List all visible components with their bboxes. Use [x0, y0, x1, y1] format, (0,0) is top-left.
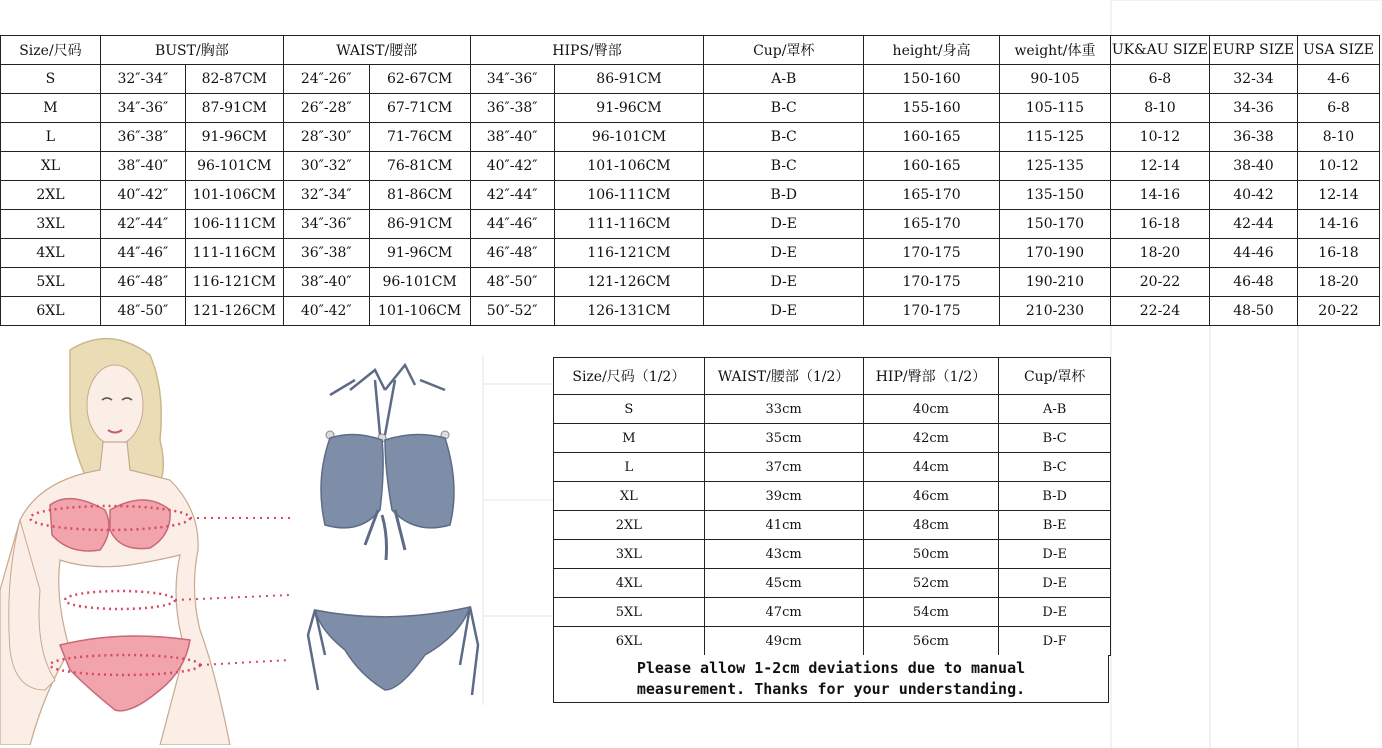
note-line-1: Please allow 1-2cm deviations due to manual — [636, 659, 1026, 677]
cell-bust-in: 40″-42″ — [100, 181, 185, 210]
cell-usa: 18-20 — [1297, 268, 1379, 297]
cell-usa: 12-14 — [1297, 181, 1379, 210]
half-cell-waist: 47cm — [704, 598, 863, 627]
half-size-row — [554, 511, 1111, 540]
cell-bust-cm: 82-87CM — [185, 65, 283, 94]
cell-weight: 150-170 — [1000, 210, 1111, 239]
cell-cup: D-E — [704, 268, 864, 297]
half-header-cup: Cup/罩杯 — [999, 358, 1111, 395]
cell-bust-in: 42″-44″ — [100, 210, 185, 239]
cell-cup: B-C — [704, 94, 864, 123]
cell-cup: D-E — [704, 297, 864, 326]
cell-height: 170-175 — [864, 297, 1000, 326]
half-size-row — [554, 627, 1111, 656]
cell-cup: B-C — [704, 123, 864, 152]
cell-bust-cm: 121-126CM — [185, 297, 283, 326]
half-size-header-row — [554, 358, 1111, 395]
half-cell-hip: 48cm — [863, 511, 999, 540]
cell-weight: 115-125 — [1000, 123, 1111, 152]
cell-cup: D-E — [704, 210, 864, 239]
half-size-row — [554, 540, 1111, 569]
cell-ukau: 14-16 — [1110, 181, 1209, 210]
cell-eurp: 44-46 — [1209, 239, 1297, 268]
cell-hips-cm: 106-111CM — [554, 181, 704, 210]
cell-ukau: 16-18 — [1110, 210, 1209, 239]
half-cell-waist: 43cm — [704, 540, 863, 569]
cell-waist-cm: 86-91CM — [369, 210, 470, 239]
cell-height: 170-175 — [864, 268, 1000, 297]
half-cell-cup: D-E — [999, 569, 1111, 598]
half-cell-cup: D-E — [999, 540, 1111, 569]
half-cell-size: XL — [554, 482, 705, 511]
cell-bust-cm: 106-111CM — [185, 210, 283, 239]
bikini-bottom-photo — [300, 595, 485, 705]
cell-hips-cm: 111-116CM — [554, 210, 704, 239]
cell-size: 3XL — [1, 210, 101, 239]
half-size-row — [554, 453, 1111, 482]
half-cell-waist: 37cm — [704, 453, 863, 482]
cell-usa: 6-8 — [1297, 94, 1379, 123]
cell-weight: 210-230 — [1000, 297, 1111, 326]
half-cell-hip: 42cm — [863, 424, 999, 453]
half-cell-cup: B-E — [999, 511, 1111, 540]
cell-eurp: 42-44 — [1209, 210, 1297, 239]
cell-bust-in: 32″-34″ — [100, 65, 185, 94]
cell-waist-in: 30″-32″ — [283, 152, 369, 181]
cell-ukau: 22-24 — [1110, 297, 1209, 326]
cell-eurp: 34-36 — [1209, 94, 1297, 123]
bikini-top-photo — [300, 360, 480, 565]
half-cell-size: 2XL — [554, 511, 705, 540]
note-line-2: measurement. Thanks for your understanding. — [636, 680, 1026, 698]
cell-size: L — [1, 123, 101, 152]
cell-eurp: 36-38 — [1209, 123, 1297, 152]
cell-height: 160-165 — [864, 152, 1000, 181]
bikini-bottom-shape — [315, 607, 470, 690]
cell-ukau: 18-20 — [1110, 239, 1209, 268]
cell-hips-in: 34″-36″ — [470, 65, 554, 94]
cell-hips-cm: 101-106CM — [554, 152, 704, 181]
cell-height: 150-160 — [864, 65, 1000, 94]
half-size-row — [554, 598, 1111, 627]
cell-hips-in: 36″-38″ — [470, 94, 554, 123]
cell-ukau: 12-14 — [1110, 152, 1209, 181]
size-row — [1, 123, 1380, 152]
cell-waist-cm: 71-76CM — [369, 123, 470, 152]
half-cell-hip: 46cm — [863, 482, 999, 511]
cell-size: M — [1, 94, 101, 123]
cell-hips-cm: 126-131CM — [554, 297, 704, 326]
cell-eurp: 46-48 — [1209, 268, 1297, 297]
half-cell-waist: 41cm — [704, 511, 863, 540]
cell-waist-in: 24″-26″ — [283, 65, 369, 94]
cell-height: 165-170 — [864, 210, 1000, 239]
cell-eurp: 38-40 — [1209, 152, 1297, 181]
cell-weight: 125-135 — [1000, 152, 1111, 181]
cell-hips-cm: 86-91CM — [554, 65, 704, 94]
measurement-deviation-note — [553, 655, 1109, 703]
half-cell-size: 4XL — [554, 569, 705, 598]
header-bust: BUST/胸部 — [100, 36, 283, 65]
cell-hips-in: 38″-40″ — [470, 123, 554, 152]
cell-bust-cm: 116-121CM — [185, 268, 283, 297]
half-cell-cup: D-F — [999, 627, 1111, 656]
half-header-hip: HIP/臀部（1/2） — [863, 358, 999, 395]
size-row — [1, 94, 1380, 123]
half-cell-waist: 35cm — [704, 424, 863, 453]
cell-size: S — [1, 65, 101, 94]
cell-weight: 105-115 — [1000, 94, 1111, 123]
size-row — [1, 65, 1380, 94]
cell-eurp: 48-50 — [1209, 297, 1297, 326]
cell-ukau: 10-12 — [1110, 123, 1209, 152]
half-cell-cup: B-C — [999, 453, 1111, 482]
half-cell-hip: 44cm — [863, 453, 999, 482]
cell-hips-cm: 96-101CM — [554, 123, 704, 152]
cell-waist-in: 28″-30″ — [283, 123, 369, 152]
size-row — [1, 239, 1380, 268]
header-usa-size: USA SIZE — [1297, 36, 1379, 65]
cell-bust-in: 48″-50″ — [100, 297, 185, 326]
size-row — [1, 181, 1380, 210]
cell-usa: 20-22 — [1297, 297, 1379, 326]
cell-ukau: 8-10 — [1110, 94, 1209, 123]
cell-waist-in: 26″-28″ — [283, 94, 369, 123]
header-cup: Cup/罩杯 — [704, 36, 864, 65]
cell-cup: B-D — [704, 181, 864, 210]
cell-hips-in: 48″-50″ — [470, 268, 554, 297]
half-cell-waist: 39cm — [704, 482, 863, 511]
half-cell-size: 5XL — [554, 598, 705, 627]
half-cell-hip: 56cm — [863, 627, 999, 656]
size-row — [1, 210, 1380, 239]
cell-waist-cm: 101-106CM — [369, 297, 470, 326]
cell-height: 155-160 — [864, 94, 1000, 123]
cell-waist-in: 32″-34″ — [283, 181, 369, 210]
half-header-size: Size/尺码（1/2） — [554, 358, 705, 395]
half-cell-hip: 40cm — [863, 395, 999, 424]
cell-cup: D-E — [704, 239, 864, 268]
header-weight: weight/体重 — [1000, 36, 1111, 65]
header-eurp-size: EURP SIZE — [1209, 36, 1297, 65]
cell-weight: 135-150 — [1000, 181, 1111, 210]
cell-eurp: 32-34 — [1209, 65, 1297, 94]
header-waist: WAIST/腰部 — [283, 36, 470, 65]
cell-cup: A-B — [704, 65, 864, 94]
cell-waist-cm: 81-86CM — [369, 181, 470, 210]
half-cell-cup: A-B — [999, 395, 1111, 424]
half-size-row — [554, 395, 1111, 424]
cell-usa: 16-18 — [1297, 239, 1379, 268]
half-cell-size: 3XL — [554, 540, 705, 569]
cell-bust-cm: 91-96CM — [185, 123, 283, 152]
half-size-row — [554, 569, 1111, 598]
cell-hips-in: 46″-48″ — [470, 239, 554, 268]
cell-size: XL — [1, 152, 101, 181]
cell-waist-cm: 91-96CM — [369, 239, 470, 268]
size-row — [1, 297, 1380, 326]
half-cell-cup: B-D — [999, 482, 1111, 511]
header-height: height/身高 — [864, 36, 1000, 65]
bikini-top-left-cup — [321, 434, 383, 527]
cell-bust-cm: 101-106CM — [185, 181, 283, 210]
cell-usa: 14-16 — [1297, 210, 1379, 239]
half-cell-hip: 50cm — [863, 540, 999, 569]
cell-size: 6XL — [1, 297, 101, 326]
cell-waist-cm: 76-81CM — [369, 152, 470, 181]
half-cell-cup: B-C — [999, 424, 1111, 453]
half-header-waist: WAIST/腰部（1/2） — [704, 358, 863, 395]
size-chart-header-row — [1, 36, 1380, 65]
cell-bust-cm: 96-101CM — [185, 152, 283, 181]
size-row — [1, 152, 1380, 181]
cell-height: 165-170 — [864, 181, 1000, 210]
half-cell-size: 6XL — [554, 627, 705, 656]
half-cell-hip: 52cm — [863, 569, 999, 598]
cell-waist-cm: 67-71CM — [369, 94, 470, 123]
size-chart-table — [0, 35, 1380, 326]
cell-bust-in: 44″-46″ — [100, 239, 185, 268]
half-cell-size: L — [554, 453, 705, 482]
cell-waist-in: 40″-42″ — [283, 297, 369, 326]
cell-hips-in: 50″-52″ — [470, 297, 554, 326]
half-cell-size: S — [554, 395, 705, 424]
half-cell-size: M — [554, 424, 705, 453]
header-hips: HIPS/臀部 — [470, 36, 704, 65]
cell-cup: B-C — [704, 152, 864, 181]
cell-hips-in: 44″-46″ — [470, 210, 554, 239]
cell-waist-in: 38″-40″ — [283, 268, 369, 297]
cell-eurp: 40-42 — [1209, 181, 1297, 210]
cell-hips-cm: 91-96CM — [554, 94, 704, 123]
cell-weight: 170-190 — [1000, 239, 1111, 268]
cell-hips-cm: 121-126CM — [554, 268, 704, 297]
cell-usa: 4-6 — [1297, 65, 1379, 94]
cell-size: 5XL — [1, 268, 101, 297]
cell-bust-cm: 111-116CM — [185, 239, 283, 268]
half-size-row — [554, 482, 1111, 511]
half-cell-hip: 54cm — [863, 598, 999, 627]
cell-usa: 8-10 — [1297, 123, 1379, 152]
size-row — [1, 268, 1380, 297]
cell-ukau: 20-22 — [1110, 268, 1209, 297]
half-size-row — [554, 424, 1111, 453]
cell-height: 160-165 — [864, 123, 1000, 152]
cell-bust-in: 36″-38″ — [100, 123, 185, 152]
cell-size: 2XL — [1, 181, 101, 210]
half-cell-waist: 49cm — [704, 627, 863, 656]
half-cell-waist: 33cm — [704, 395, 863, 424]
cell-bust-in: 38″-40″ — [100, 152, 185, 181]
halter-straps — [330, 365, 445, 435]
cell-bust-in: 46″-48″ — [100, 268, 185, 297]
cell-size: 4XL — [1, 239, 101, 268]
cell-weight: 90-105 — [1000, 65, 1111, 94]
half-cell-cup: D-E — [999, 598, 1111, 627]
cell-hips-in: 40″-42″ — [470, 152, 554, 181]
cell-hips-in: 42″-44″ — [470, 181, 554, 210]
cell-waist-in: 34″-36″ — [283, 210, 369, 239]
cell-waist-cm: 96-101CM — [369, 268, 470, 297]
cell-waist-in: 36″-38″ — [283, 239, 369, 268]
cell-hips-cm: 116-121CM — [554, 239, 704, 268]
cell-weight: 190-210 — [1000, 268, 1111, 297]
header-ukau-size: UK&AU SIZE — [1110, 36, 1209, 65]
header-size: Size/尺码 — [1, 36, 101, 65]
cell-waist-cm: 62-67CM — [369, 65, 470, 94]
cell-usa: 10-12 — [1297, 152, 1379, 181]
model-sketch-illustration — [0, 330, 300, 745]
cell-bust-cm: 87-91CM — [185, 94, 283, 123]
cell-height: 170-175 — [864, 239, 1000, 268]
cell-bust-in: 34″-36″ — [100, 94, 185, 123]
half-cell-waist: 45cm — [704, 569, 863, 598]
half-size-table — [553, 357, 1111, 656]
cell-ukau: 6-8 — [1110, 65, 1209, 94]
